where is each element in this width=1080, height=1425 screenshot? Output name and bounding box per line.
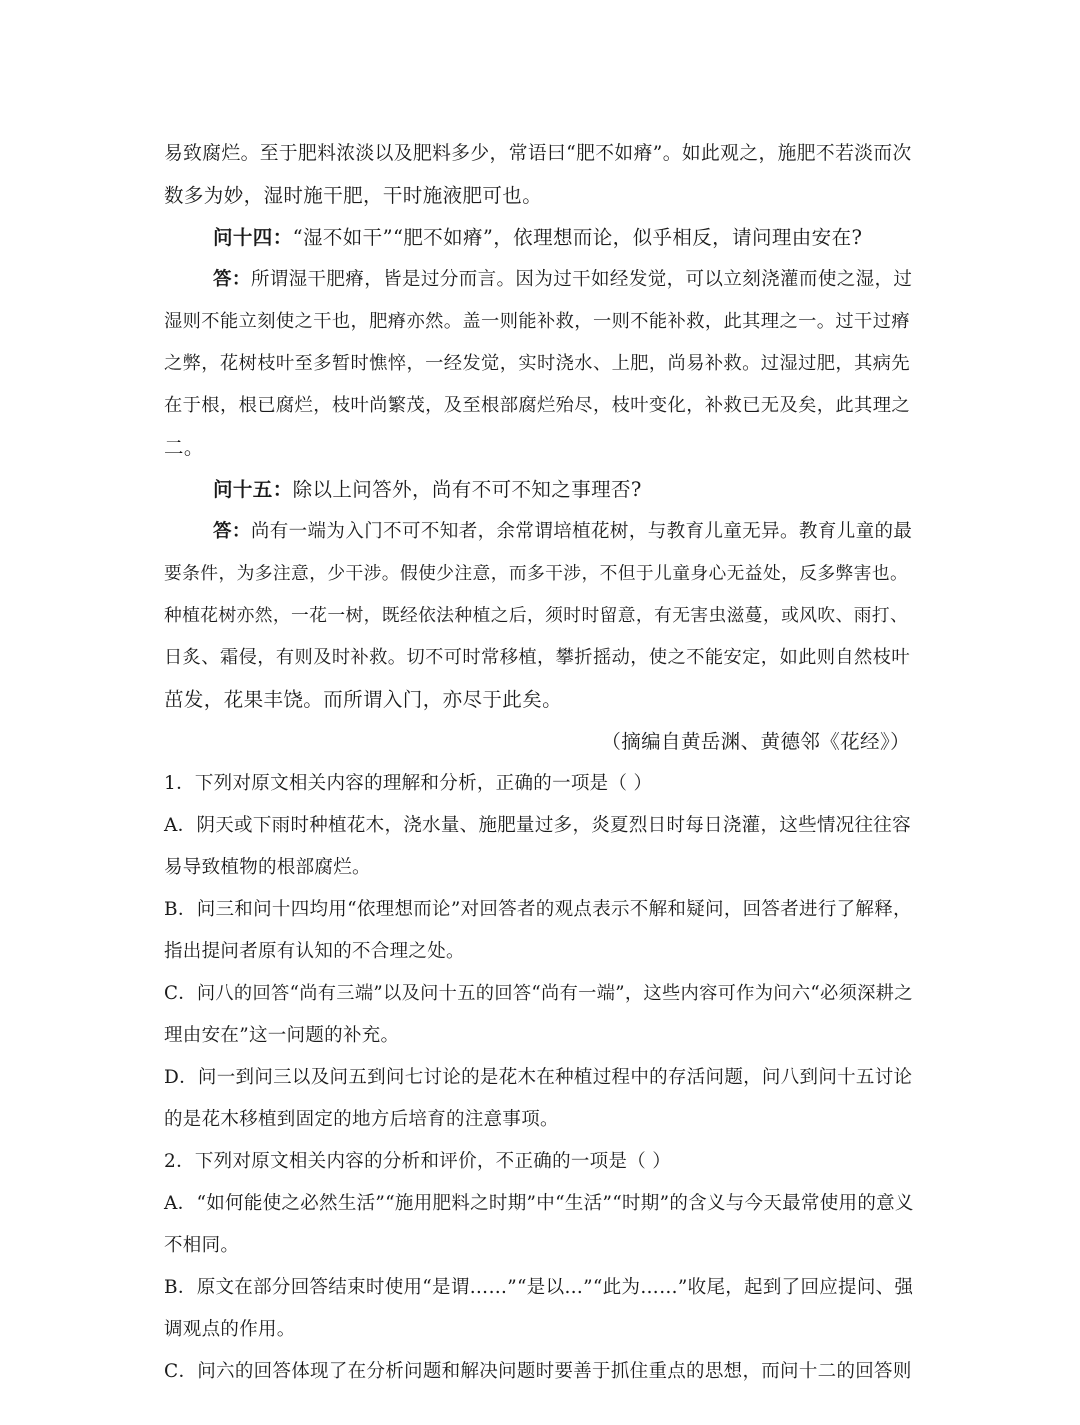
answer-14-line: 之弊，花树枝叶至多暂时憔悴，一经发觉，实时浇水、上肥，尚易补救。过湿过肥，其病先: [164, 353, 910, 374]
question-1-stem: 1．下列对原文相关内容的理解和分析，正确的一项是（ ）: [164, 773, 653, 794]
option-1c-cont: 理由安在”这一问题的补充。: [164, 1025, 400, 1046]
option-1d-cont: 的是花木移植到固定的地方后培育的注意事项。: [164, 1109, 559, 1130]
passage-line: 易致腐烂。至于肥料浓淡以及肥料多少，常语曰“肥不如瘠”。如此观之，施肥不若淡而次: [164, 143, 912, 164]
questions-section: [164, 763, 916, 1393]
answer-label: 答：: [213, 269, 251, 290]
option-1b: B．问三和问十四均用“依理想而论”对回答者的观点表示不解和疑问，回答者进行了解释，: [164, 899, 912, 920]
question-15: [164, 469, 916, 511]
answer-text: 所谓湿干肥瘠，皆是过分而言。因为过干如经发觉，可以立刻浇灌而使之湿，过: [250, 269, 913, 290]
document-page: [164, 133, 916, 1393]
answer-15-line: 种植花树亦然，一花一树，既经依法种植之后，须时时留意，有无害虫滋蔓，或风吹、雨打、: [164, 606, 909, 626]
answer-14-line: 在于根，根已腐烂，枝叶尚繁茂，及至根部腐烂殆尽，枝叶变化，补救已无及矣，此其理之: [164, 395, 910, 416]
answer-15-line: 要条件，为多注意，少干涉。假使少注意，而多干涉，不但于儿童身心无益处，反多弊害也。: [164, 564, 909, 584]
source-citation: （摘编自黄岳渊、黄德邻《花经》）: [601, 730, 910, 753]
question-label: 问十五：: [213, 478, 293, 501]
answer-15-line: 日炙、霜侵，有则及时补救。切不可时常移植，攀折摇动，使之不能安定，如此则自然枝叶: [164, 647, 910, 668]
option-2b: B．原文在部分回答结束时使用“是谓……”“是以…”“此为……”收尾，起到了回应提问、强: [164, 1277, 914, 1298]
answer-15-line: 茁发，花果丰饶。而所谓入门，亦尽于此矣。: [164, 688, 563, 711]
question-text: 除以上问答外，尚有不可不知之事理否?: [292, 478, 642, 501]
answer-14-line: 二。: [164, 436, 204, 459]
question-14: [164, 217, 916, 259]
option-1d: D．问一到问三以及问五到问七讨论的是花木在种植过程中的存活问题，问八到问十五讨论: [164, 1067, 913, 1088]
answer-15-line: [164, 511, 916, 553]
answer-14-line: 湿则不能立刻使之干也，肥瘠亦然。盖一则能补救，一则不能补救，此其理之一。过干过瘠: [164, 311, 910, 332]
option-1b-cont: 指出提问者原有认知的不合理之处。: [164, 941, 465, 962]
passage-line: 数多为妙，湿时施干肥，干时施液肥可也。: [164, 184, 543, 207]
option-2c: C．问六的回答体现了在分析问题和解决问题时要善于抓住重点的思想，而问十二的回答则: [164, 1361, 912, 1382]
option-2a: A．“如何能使之必然生活”“施用肥料之时期”中“生活”“时期”的含义与今天最常使用的意义: [164, 1193, 914, 1214]
answer-text: 尚有一端为入门不可不知者，余常谓培植花树，与教育儿童无异。教育儿童的最: [250, 521, 913, 542]
option-2b-cont: 调观点的作用。: [164, 1319, 296, 1340]
passage: [164, 133, 916, 763]
answer-label: 答：: [213, 521, 251, 542]
option-2a-cont: 不相同。: [164, 1235, 240, 1256]
option-1a-cont: 易导致植物的根部腐烂。: [164, 857, 371, 878]
question-label: 问十四：: [213, 226, 293, 249]
question-text: “湿不如干”“肥不如瘠”，依理想而论，似乎相反，请问理由安在?: [292, 226, 863, 249]
answer-14-line: [164, 259, 916, 301]
option-1a: A．阴天或下雨时种植花木，浇水量、施肥量过多，炎夏烈日时每日浇灌，这些情况往往容: [164, 815, 911, 836]
question-2-stem: 2．下列对原文相关内容的分析和评价，不正确的一项是（ ）: [164, 1151, 672, 1172]
option-1c: C．问八的回答“尚有三端”以及问十五的回答“尚有一端”，这些内容可作为问六“必须深耕之: [164, 983, 913, 1004]
